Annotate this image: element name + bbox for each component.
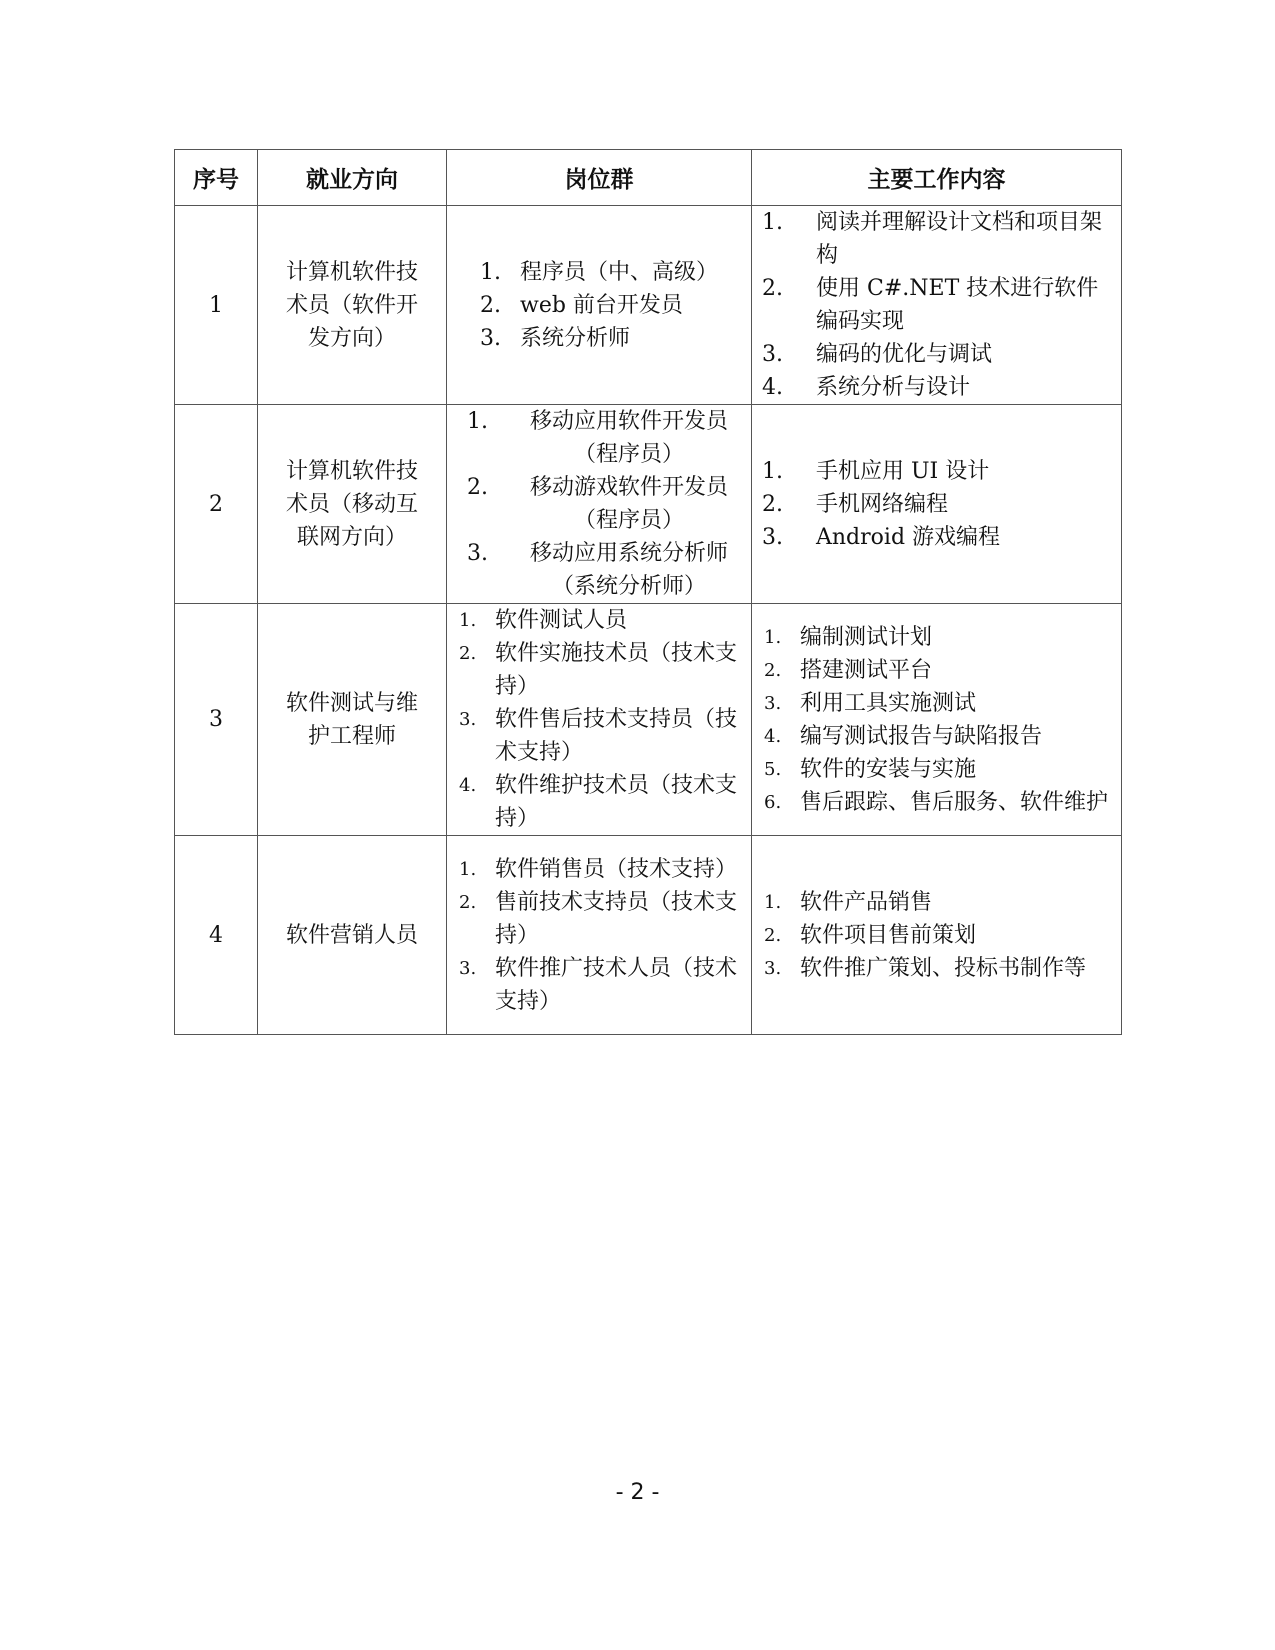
item-text: 系统分析与设计: [816, 375, 971, 400]
item-number: 4.: [459, 775, 477, 796]
item-number: 1.: [467, 409, 488, 434]
job-group-list: [459, 853, 743, 1018]
list-item: [762, 455, 1113, 488]
list-item: [764, 720, 1113, 753]
list-item: [762, 521, 1113, 554]
item-text: 软件产品销售: [800, 889, 933, 915]
item-text: 软件推广技术人员（技术支持）: [495, 955, 738, 1014]
row-serial-number: 4: [175, 836, 258, 1035]
page-number: - 2 -: [615, 1480, 660, 1505]
row-serial-number: 3: [175, 604, 258, 836]
item-number: 5.: [764, 758, 782, 780]
list-item: [762, 206, 1113, 272]
item-number: 2.: [467, 475, 488, 500]
item-text: 编码的优化与调试: [816, 342, 993, 367]
direction-line: 术员（移动互: [285, 491, 418, 517]
row-main-work: [752, 206, 1122, 405]
item-number: 1.: [459, 610, 477, 631]
item-text: 软件的安装与实施: [800, 756, 977, 782]
item-number: 4.: [762, 375, 783, 400]
list-item: [447, 405, 751, 471]
list-item: [764, 919, 1113, 952]
item-text: Android 游戏编程: [816, 524, 1001, 550]
item-number: 2.: [764, 659, 782, 681]
list-item: [762, 272, 1113, 338]
row-serial-number: 2: [175, 405, 258, 604]
list-item: [447, 537, 751, 603]
item-text: 软件销售员（技术支持）: [495, 856, 738, 882]
list-item: [480, 256, 718, 289]
row-direction: [258, 604, 447, 836]
header-main-work: 主要工作内容: [752, 150, 1122, 206]
row-job-group: [447, 836, 752, 1035]
list-item: [764, 886, 1113, 919]
work-list: [762, 455, 1113, 554]
item-text: 使用 C#.NET 技术进行软件编码实现: [816, 276, 1099, 334]
direction-line: 软件营销人员: [285, 922, 418, 948]
item-number: 1.: [479, 259, 501, 285]
row-main-work: [752, 405, 1122, 604]
table-row: [175, 604, 1122, 836]
item-text: 售后跟踪、售后服务、软件维护: [800, 789, 1109, 815]
item-number: 2.: [479, 292, 501, 318]
list-item: [459, 952, 743, 1018]
item-text: 系统分析师: [519, 325, 630, 351]
item-number: 1.: [762, 210, 783, 235]
item-text: 阅读并理解设计文档和项目架构: [816, 210, 1103, 268]
item-number: 1.: [762, 458, 783, 484]
item-number: 3.: [762, 342, 783, 367]
item-number: 1.: [764, 891, 782, 913]
work-list: [764, 886, 1113, 985]
item-number: 2.: [762, 491, 783, 517]
item-text: 售前技术支持员（技术支持）: [495, 889, 738, 948]
row-job-group: [447, 405, 752, 604]
item-text: 软件测试人员: [495, 608, 628, 633]
list-item: [764, 952, 1113, 985]
table-row: [175, 405, 1122, 604]
direction-line: 软件测试与维: [285, 690, 418, 716]
item-text: 利用工具实施测试: [800, 690, 977, 716]
job-group-list: [459, 604, 743, 835]
work-list: [762, 206, 1113, 404]
job-group-list: [447, 405, 751, 603]
item-number: 3.: [764, 957, 782, 979]
item-text: 软件售后技术支持员（技术支持）: [495, 707, 738, 765]
item-number: 3.: [764, 692, 782, 714]
work-list: [764, 621, 1113, 819]
list-item: [447, 471, 751, 537]
item-number: 3.: [459, 957, 477, 979]
direction-line: 术员（软件开: [285, 292, 418, 318]
item-number: 2.: [762, 276, 783, 301]
table-header-row: [175, 150, 1122, 206]
list-item: [459, 886, 743, 952]
list-item: [480, 322, 718, 355]
row-direction: [258, 836, 447, 1035]
item-number: 4.: [764, 725, 782, 747]
row-main-work: [752, 604, 1122, 836]
row-direction: [258, 206, 447, 405]
row-job-group: [447, 206, 752, 405]
job-group-list: [480, 256, 718, 355]
list-item: [480, 289, 718, 322]
list-item: [762, 488, 1113, 521]
list-item: [459, 703, 743, 769]
item-text: 软件推广策划、投标书制作等: [800, 955, 1087, 981]
list-item: [764, 654, 1113, 687]
item-text: 编制测试计划: [800, 624, 933, 650]
table-row: [175, 206, 1122, 405]
item-text: 移动游戏软件开发员（程序员）: [529, 475, 728, 533]
list-item: [762, 371, 1113, 404]
item-number: 3.: [762, 524, 783, 550]
list-item: [764, 621, 1113, 654]
list-item: [764, 786, 1113, 819]
row-main-work: [752, 836, 1122, 1035]
job-direction-table: [174, 149, 1122, 1035]
item-number: 2.: [459, 643, 477, 664]
item-text: 移动应用系统分析师（系统分析师）: [529, 541, 728, 599]
direction-line: 计算机软件技: [285, 259, 418, 285]
row-direction: [258, 405, 447, 604]
direction-line: 联网方向）: [296, 524, 407, 550]
direction-line: 护工程师: [307, 723, 396, 749]
header-employment-direction: 就业方向: [258, 150, 447, 206]
item-number: 3.: [479, 325, 501, 351]
item-text: 软件维护技术员（技术支持）: [495, 773, 738, 831]
table-row: [175, 836, 1122, 1035]
header-serial-number: 序号: [175, 150, 258, 206]
row-job-group: [447, 604, 752, 836]
direction-line: 计算机软件技: [285, 458, 418, 484]
direction-line: 发方向）: [307, 325, 396, 351]
list-item: [764, 687, 1113, 720]
item-number: 1.: [459, 858, 477, 880]
list-item: [459, 769, 743, 835]
item-text: 程序员（中、高级）: [519, 259, 718, 285]
item-text: 软件实施技术员（技术支持）: [495, 641, 738, 699]
item-text: 编写测试报告与缺陷报告: [800, 723, 1043, 749]
item-text: 搭建测试平台: [800, 657, 933, 683]
row-serial-number: 1: [175, 206, 258, 405]
item-number: 3.: [459, 709, 477, 730]
list-item: [459, 853, 743, 886]
item-number: 6.: [764, 791, 782, 813]
list-item: [764, 753, 1113, 786]
item-number: 2.: [764, 924, 782, 946]
item-text: 移动应用软件开发员（程序员）: [529, 409, 728, 467]
item-text: web 前台开发员: [519, 292, 683, 318]
list-item: [459, 604, 743, 637]
list-item: [762, 338, 1113, 371]
item-number: 2.: [459, 891, 477, 913]
item-number: 1.: [764, 626, 782, 648]
list-item: [459, 637, 743, 703]
item-text: 手机应用 UI 设计: [816, 458, 990, 484]
item-text: 软件项目售前策划: [800, 922, 977, 948]
item-number: 3.: [467, 541, 488, 566]
item-text: 手机网络编程: [816, 491, 949, 517]
header-job-group: 岗位群: [447, 150, 752, 206]
